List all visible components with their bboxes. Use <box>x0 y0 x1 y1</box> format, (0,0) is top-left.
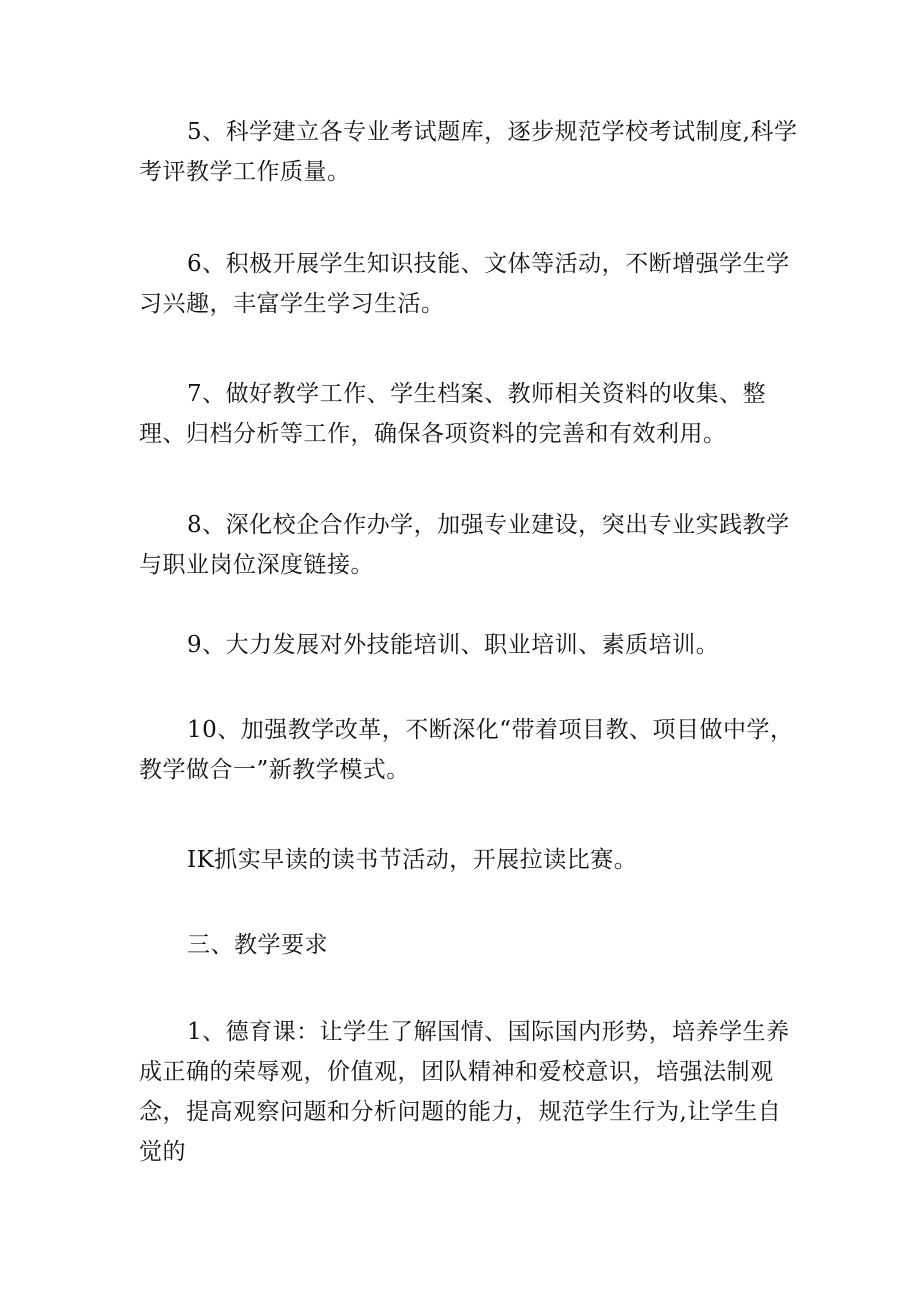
paragraph-item-11: IK抓实早读的读书节活动，开展拉读比赛。 <box>187 847 638 873</box>
paragraph-moral-education: 1、德育课：让学生了解国情、国际国内形势，培养学生养成正确的荣辱观，价值观，团队精神和爱校意识，培强法制观念，提高观察问题和分析问题的能力，规范学生行为,让学生自觉的 <box>139 1019 790 1165</box>
paragraph-item-5: 5、科学建立各专业考试题库，逐步规范学校考试制度,科学考评教学工作质量。 <box>139 119 798 185</box>
paragraph-item-10: 10、加强教学改革，不断深化“带着项目教、项目做中学，教学做合一”新教学模式。 <box>139 717 794 783</box>
paragraph-item-6: 6、积极开展学生知识技能、文体等活动，不断增强学生学习兴趣，丰富学生学习生活。 <box>139 251 790 317</box>
section-heading-teaching-requirements: 三、教学要求 <box>187 932 328 958</box>
paragraph-item-9: 9、大力发展对外技能培训、职业培训、素质培训。 <box>187 632 720 658</box>
paragraph-item-7: 7、做好教学工作、学生档案、教师相关资料的收集、整理、归档分析等工作，确保各项资料的完善和有效利用。 <box>139 381 767 447</box>
paragraph-item-8: 8、深化校企合作办学，加强专业建设，突出专业实践教学与职业岗位深度链接。 <box>139 512 790 578</box>
